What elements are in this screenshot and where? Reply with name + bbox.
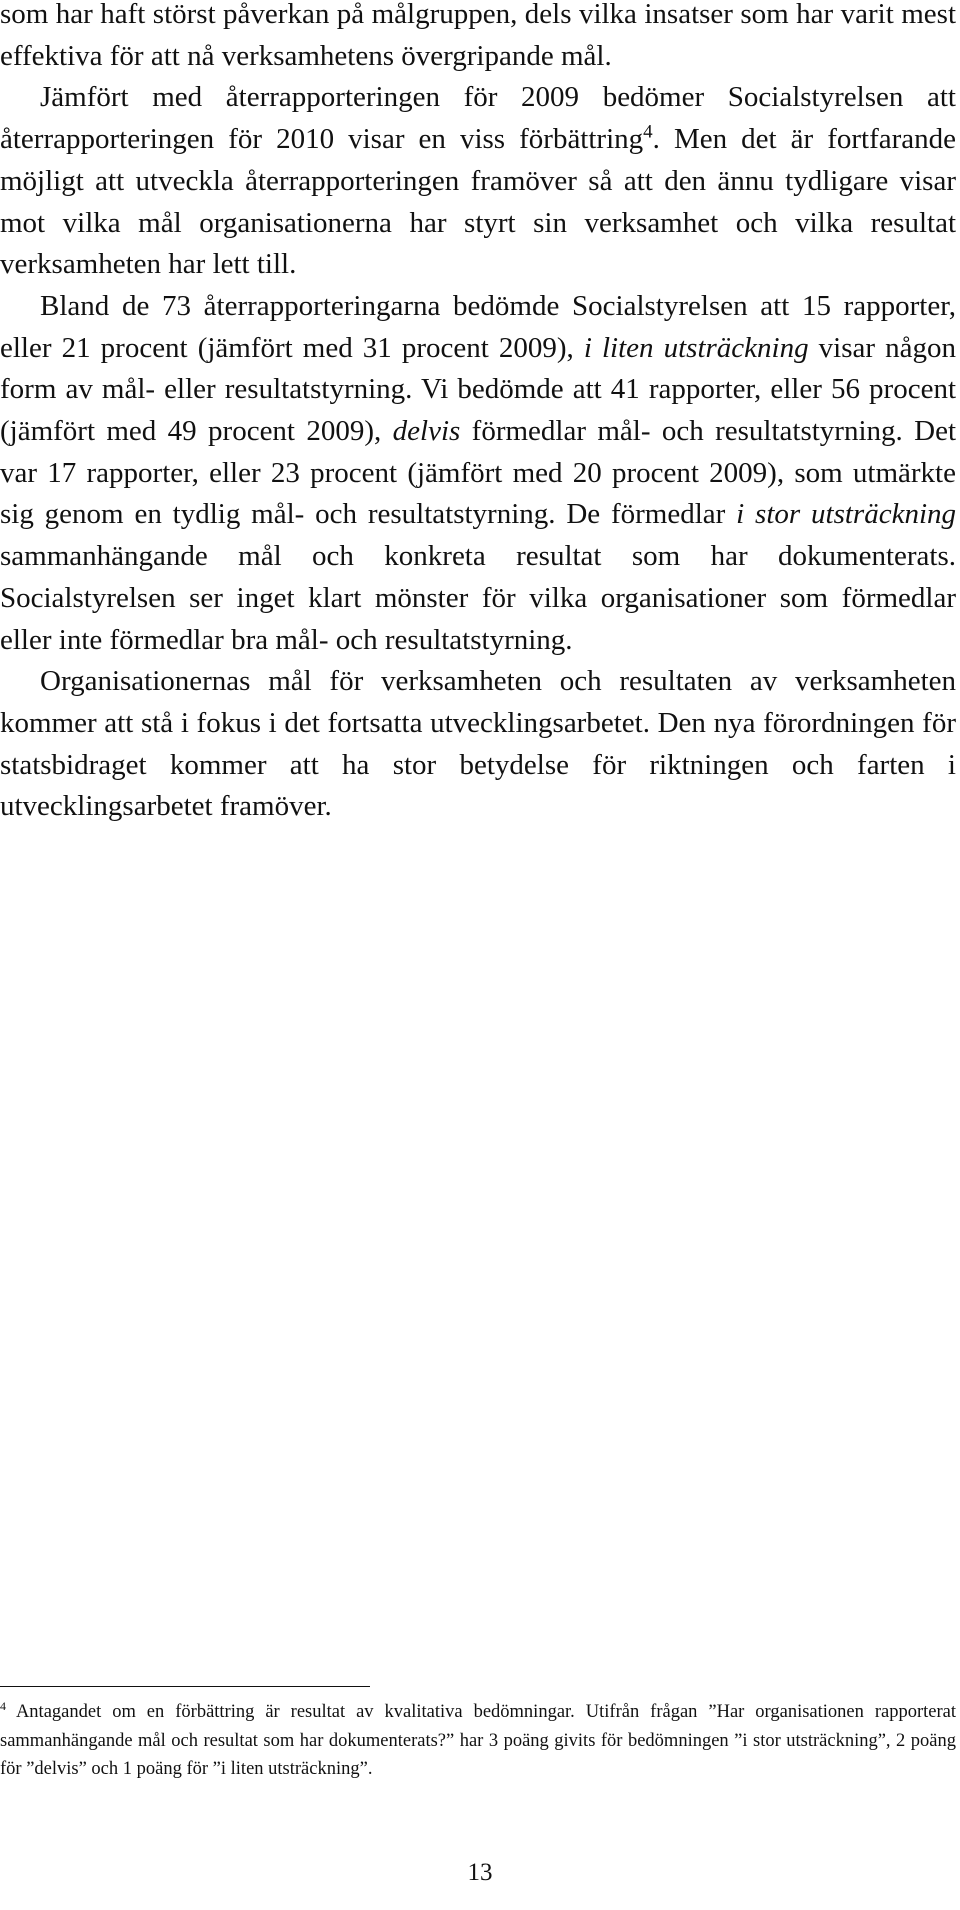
paragraph-text: sammanhängande mål och konkreta resultat som har dokumenterats. Socialstyrelsen ser inget klart mönster för vilka organisationer som förmedlar eller inte förmedlar bra mål- och resultatstyrning. [0, 540, 956, 656]
emphasis-stor: i stor utsträckning [736, 498, 956, 531]
footnote-number: 4 [0, 1698, 6, 1713]
paragraph-text: Jämfört med återrapporteringen för 2009 bedömer Socialstyrelsen att återrapporteringen för 2010 visar en viss förbättring [0, 81, 956, 156]
footnote-reference[interactable]: 4 [643, 121, 653, 143]
paragraph-text: förmedlar mål- och resultatstyrning. Det var 17 rapporter, eller 23 procent (jämfört med 20 procent 2009), som utmärkte sig genom en tydlig mål- och resultatstyrning. De förmedlar [0, 415, 956, 531]
paragraph-text: . Men det är fortfarande möjligt att utveckla återrapporteringen framöver så att den ännu tydligare visar mot vilka mål organisationerna har styrt sin verksamhet och vilka resultat verksamheten har lett till. [0, 123, 956, 281]
footnote-divider [0, 1686, 370, 1687]
paragraph-comparison [0, 77, 956, 286]
emphasis-liten: i liten utsträckning [583, 331, 809, 364]
body-text [0, 0, 956, 828]
paragraph-assessment [0, 286, 956, 661]
paragraph-text: visar någon form av mål- eller resultatstyrning. Vi bedömde att 41 rapporter, eller 56 procent (jämfört med 49 procent 2009), [0, 331, 956, 448]
paragraph-text: som har haft störst påverkan på målgruppen, dels vilka insatser som har varit mest effektiva för att nå verksamhetens övergripande mål. [0, 0, 956, 72]
footnote [0, 1698, 956, 1784]
paragraph-focus [0, 661, 956, 828]
paragraph-text: Bland de 73 återrapporteringarna bedömde Socialstyrelsen att 15 rapporter, eller 21 procent (jämfört med 31 procent 2009), [0, 289, 956, 364]
emphasis-delvis: delvis [392, 415, 461, 448]
page-number: 13 [467, 1859, 493, 1886]
footnote-paragraph [0, 1698, 956, 1784]
paragraph-continuation [0, 0, 956, 77]
paragraph-text: Organisationernas mål för verksamheten och resultaten av verksamheten kommer att stå i fokus i det fortsatta utvecklingsarbetet. Den nya förordningen för statsbidraget kommer att ha stor betydelse för riktningen och farten i utvecklingsarbetet framöver. [0, 665, 956, 823]
footnote-text: Antagandet om en förbättring är resultat av kvalitativa bedömningar. Utifrån frågan ”Har organisationen rapporterat sammanhängande mål och resultat som har dokumenterats?” har 3 poäng givits för bedömningen ”i stor utsträckning”, 2 poäng för ”delvis” och 1 poäng för ”i liten utsträckning”. [0, 1702, 956, 1780]
